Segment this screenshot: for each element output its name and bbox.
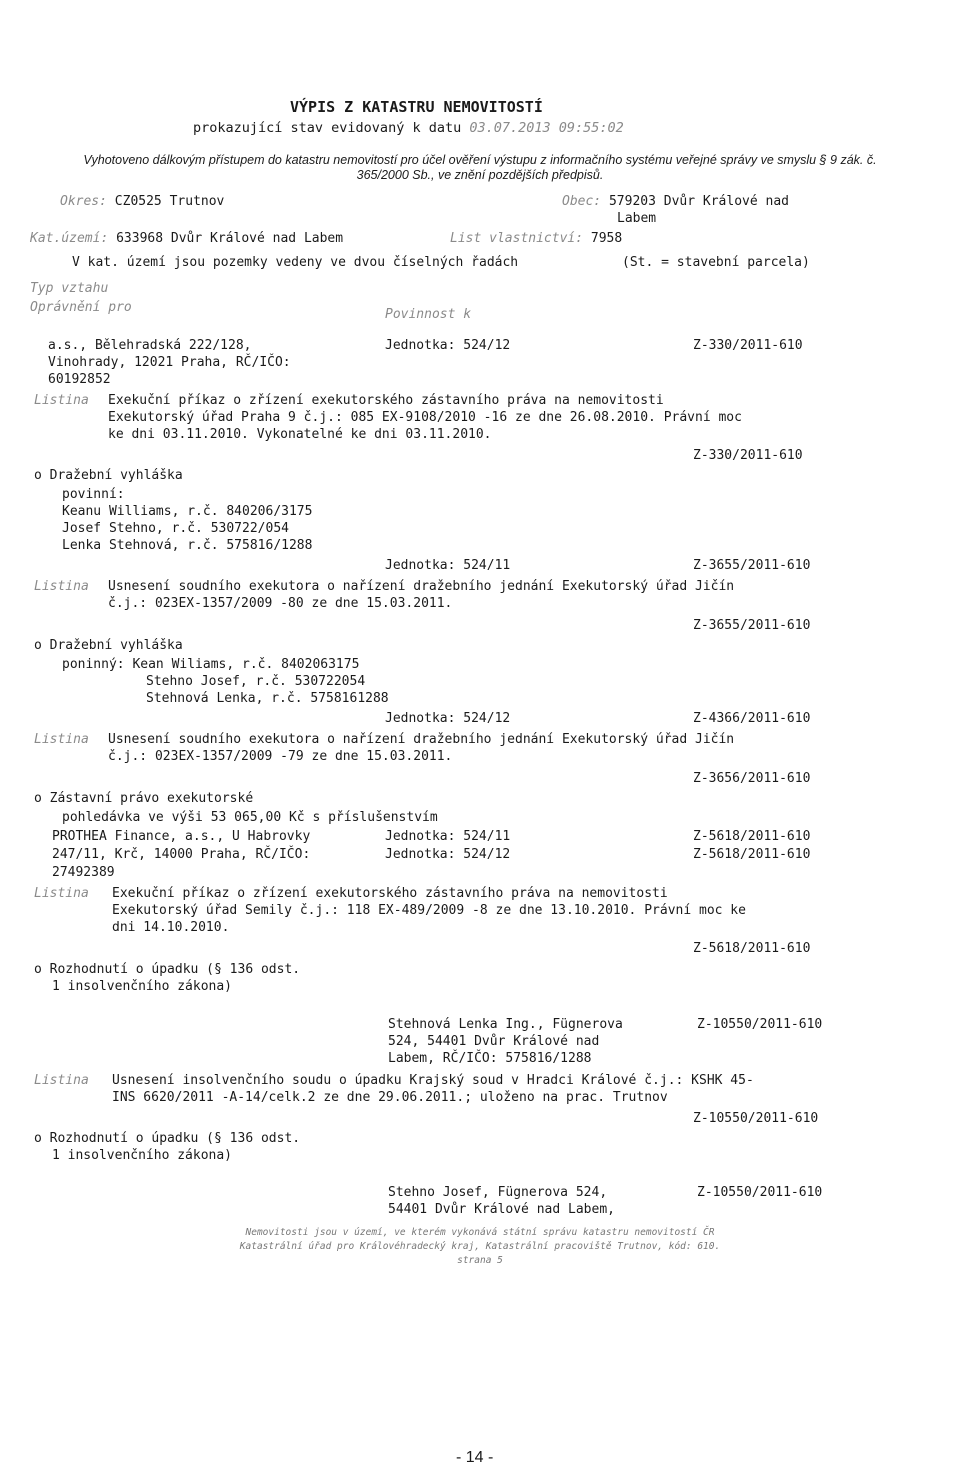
listina-text: Exekutorský úřad Praha 9 č.j.: 085 EX-9108/2010 -16 ze dne 26.08.2010. Právní moc [108,410,742,425]
entity-address: 524, 54401 Dvůr Králové nad [388,1034,600,1049]
zapis-number: Z-10550/2011-610 [697,1017,823,1032]
listina-text: INS 6620/2011 -A-14/celk.2 ze dne 29.06.2011.; uloženo na prac. Trutnov [112,1090,668,1105]
okres-label: Okres: [60,194,107,209]
zapis-number: Z-10550/2011-610 [697,1185,823,1200]
listina-text: č.j.: 023EX-1357/2009 -79 ze dne 15.03.2011. [108,749,453,764]
column-opravneni-pro: Oprávnění pro [30,300,132,315]
zapis-number: Z-330/2011-610 [693,338,803,353]
listina-text: ke dni 03.11.2010. Vykonatelné ke dni 03.11.2010. [108,427,492,442]
listina-text: Exekutorský úřad Semily č.j.: 118 EX-489/2009 -8 ze dne 13.10.2010. Právní moc ke [112,903,746,918]
katuzemi-label: Kat.území: [30,231,109,246]
record-heading: o Zástavní právo exekutorské [34,791,254,806]
column-povinnost-k: Povinnost k [385,307,472,322]
obec-row [562,193,789,210]
listina-text: č.j.: 023EX-1357/2009 -80 ze dne 15.03.2011. [108,596,453,611]
st-note: (St. = stavební parcela) [622,255,810,270]
jednotka-ref: Jednotka: 524/11 [385,829,511,844]
document-subtitle [193,120,624,136]
zapis-number: Z-10550/2011-610 [693,1111,819,1126]
listina-label: Listina [34,393,89,408]
zapis-number: Z-3655/2011-610 [693,558,811,573]
listina-label: Listina [34,579,89,594]
entity-address: Labem, RČ/IČO: 575816/1288 [388,1051,592,1066]
subtitle-date: 03.07.2013 09:55:02 [469,120,624,136]
entity-address: 60192852 [48,372,111,387]
jednotka-ref: Jednotka: 524/11 [385,558,511,573]
list-label: List vlastnictví: [450,231,584,246]
page-number: - 14 - [456,1449,494,1466]
record-line: pohledávka ve výši 53 065,00 Kč s příslušenstvím [62,810,438,825]
record-line: Keanu Williams, r.č. 840206/3175 [62,504,313,519]
zapis-number: Z-5618/2011-610 [693,829,811,844]
column-typ-vztahu: Typ vztahu [30,281,109,296]
jednotka-ref: Jednotka: 524/12 [385,711,511,726]
entity-address: Stehno Josef, Fügnerova 524, [388,1185,608,1200]
katuzemi-row [30,230,343,247]
zapis-number: Z-330/2011-610 [693,448,803,463]
subtitle-label: prokazující stav evidovaný k datu [193,120,462,136]
listina-label: Listina [34,732,89,747]
record-heading: o Rozhodnutí o úpadku (§ 136 odst. [34,962,301,977]
zapis-number: Z-3655/2011-610 [693,618,811,633]
obec-value: 579203 Dvůr Králové nad [608,194,789,209]
record-heading: o Dražební vyhláška [34,638,183,653]
record-line: povinní: [62,487,125,502]
listina-label: Listina [34,886,89,901]
record-heading: o Dražební vyhláška [34,468,183,483]
jednotka-ref: Jednotka: 524/12 [385,847,511,862]
okres-value: CZ0525 Trutnov [114,194,225,209]
zapis-number: Z-5618/2011-610 [693,941,811,956]
footer-page-label: strana 5 [457,1255,503,1266]
katuzemi-value: 633968 Dvůr Králové nad Labem [116,231,344,246]
jednotka-ref: Jednotka: 524/12 [385,338,511,353]
listina-text: Usnesení insolvenčního soudu o úpadku Krajský soud v Hradci Králové č.j.: KSHK 45- [112,1073,754,1088]
entity-address: a.s., Bělehradská 222/128, [48,338,252,353]
entity-address: Stehnová Lenka Ing., Fügnerova [388,1017,623,1032]
record-line: Stehno Josef, r.č. 530722054 [146,674,366,689]
record-line: 1 insolvenčního zákona) [52,979,233,994]
entity-address: 27492389 [52,865,115,880]
list-value: 7958 [590,231,623,246]
entity-address: PROTHEA Finance, a.s., U Habrovky [52,829,311,844]
record-line: Lenka Stehnová, r.č. 575816/1288 [62,538,313,553]
zapis-number: Z-5618/2011-610 [693,847,811,862]
record-line: Stehnová Lenka, r.č. 5758161288 [146,691,389,706]
footer-line: Nemovitosti jsou v území, ve kterém vykonává státní správu katastru nemovitostí ČR [245,1227,715,1238]
record-heading: o Rozhodnutí o úpadku (§ 136 odst. [34,1131,301,1146]
record-line: 1 insolvenčního zákona) [52,1148,233,1163]
zapis-number: Z-3656/2011-610 [693,771,811,786]
entity-address: Vinohrady, 12021 Praha, RČ/IČO: [48,355,291,370]
obec-value-cont: Labem [617,211,657,226]
record-line: Josef Stehno, r.č. 530722/054 [62,521,289,536]
document-title: VÝPIS Z KATASTRU NEMOVITOSTÍ [290,98,543,116]
kat-note: V kat. území jsou pozemky vedeny ve dvou číselných řadách [72,255,519,270]
listina-text: Usnesení soudního exekutora o nařízení dražebního jednání Exekutorský úřad Jičín [108,732,735,747]
entity-address: 54401 Dvůr Králové nad Labem, [388,1202,615,1217]
listina-label: Listina [34,1073,89,1088]
entity-address: 247/11, Krč, 14000 Praha, RČ/IČO: [52,847,311,862]
zapis-number: Z-4366/2011-610 [693,711,811,726]
listina-text: Usnesení soudního exekutora o nařízení dražebního jednání Exekutorský úřad Jičín [108,579,735,594]
okres-row [60,193,224,210]
listina-text: Exekuční příkaz o zřízení exekutorského zástavního práva na nemovitosti [108,393,664,408]
listina-text: Exekuční příkaz o zřízení exekutorského zástavního práva na nemovitosti [112,886,668,901]
record-line: poninný: Kean Wiliams, r.č. 8402063175 [62,657,360,672]
list-row [450,230,622,247]
obec-label: Obec: [562,194,602,209]
remote-access-note: Vyhotoveno dálkovým přístupem do katastru nemovitostí pro účel ověření výstupu z informačního systému veřejné správy ve smyslu § 9 zák. č. 365/2000 Sb., ve znění pozdějších předpisů. [83,153,877,182]
listina-text: dni 14.10.2010. [112,920,230,935]
footer-line: Katastrální úřad pro Královéhradecký kraj, Katastrální pracoviště Trutnov, kód: 610. [239,1241,721,1252]
